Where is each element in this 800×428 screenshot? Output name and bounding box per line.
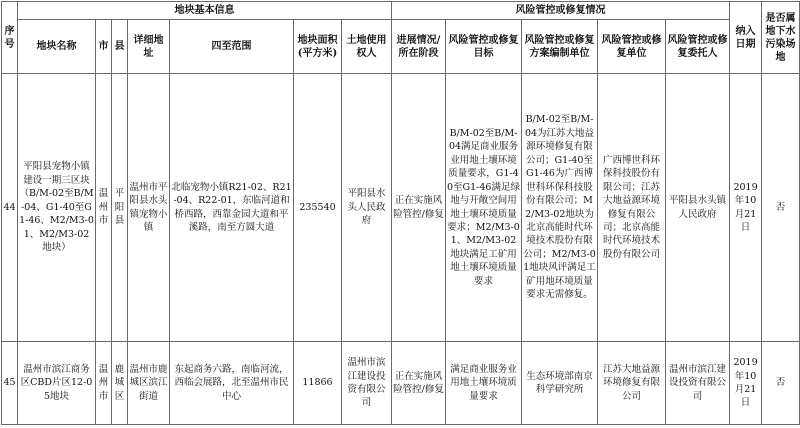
site-info-table [1, 1, 800, 425]
header-column-row [2, 20, 800, 74]
cell-area: 235540 [294, 74, 342, 342]
cell-name: 温州市滨江商务区CBD片区12-05地块 [18, 342, 96, 425]
cell-date: 2019年10月21日 [730, 74, 762, 342]
cell-city: 温州市 [96, 342, 112, 425]
header-area: 地块面积(平方米) [294, 20, 342, 74]
cell-boundary: 东起商务六路，南临河流，西临会展路，北至温州市民中心 [170, 342, 294, 425]
cell-name: 平阳县宠物小镇建设一期三区块（B/M-02至B/M-04、G1-40至G1-46、M2/M3-01、M2/M3-02地块） [18, 74, 96, 342]
cell-repair-unit: 江苏大地益源环境修复有限公司 [598, 342, 666, 425]
cell-plan-unit: 生态环境部南京科学研究所 [522, 342, 598, 425]
header-address: 详细地址 [128, 20, 170, 74]
cell-repair-unit: 广西博世科环保科技股份有限公司；江苏大地益源环境修复有限公司；北京高能时代环境技术股份有限公司 [598, 74, 666, 342]
header-repair-unit: 风险管控或修复单位 [598, 20, 666, 74]
cell-client: 温州市滨江建设投资有限公司 [666, 342, 730, 425]
cell-boundary: 北临宠物小镇R21-02、R21-04、R22-01，东临河道和桥西路，西靠金园大道和平溪路，南至方圆大道 [170, 74, 294, 342]
header-name: 地块名称 [18, 20, 96, 74]
header-owner: 土地使用权人 [342, 20, 392, 74]
header-county: 县 [112, 20, 128, 74]
header-group-row [2, 2, 800, 20]
cell-plan-unit: B/M-02至B/M-04为江苏大地益源环境修复有限公司；G1-40至G1-46为广西博世科环保科技股份有限公司；M2/M3-02地块为北京高能时代环境技术股份有限公司；M2/M3-01地块风评满足工矿用地环境质量要求无需修复。 [522, 74, 598, 342]
header-group-basic: 地块基本信息 [18, 2, 392, 20]
table-row [2, 74, 800, 342]
cell-owner: 平阳县水头人民政府 [342, 74, 392, 342]
cell-goal: 满足商业服务业用地土壤环境质量要求 [446, 342, 522, 425]
cell-groundwater: 否 [762, 74, 800, 342]
header-groundwater: 是否属地下水污染场地 [762, 2, 800, 74]
cell-groundwater: 否 [762, 342, 800, 425]
cell-seq: 45 [2, 342, 18, 425]
header-group-risk: 风险管控或修复情况 [392, 2, 730, 20]
cell-owner: 温州市滨江建设投资有限公司 [342, 342, 392, 425]
cell-status: 正在实施风险管控/修复 [392, 342, 446, 425]
cell-goal: B/M-02至B/M-04满足商业服务业用地土壤环境质量要求，G1-40至G1-46满足绿地与开敞空间用地土壤环境质量要求；M2/M3-01、M2/M3-02地块满足工矿用地土壤环境质量要求 [446, 74, 522, 342]
header-seq: 序号 [2, 2, 18, 74]
cell-seq: 44 [2, 74, 18, 342]
cell-address: 温州市平阳县水头镇宠物小镇 [128, 74, 170, 342]
cell-status: 正在实施风险管控/修复 [392, 74, 446, 342]
header-goal: 风险管控或修复目标 [446, 20, 522, 74]
header-date: 纳入日期 [730, 2, 762, 74]
header-status: 进展情况/所在阶段 [392, 20, 446, 74]
cell-address: 温州市鹿城区滨江街道 [128, 342, 170, 425]
header-city: 市 [96, 20, 112, 74]
header-boundary: 四至范围 [170, 20, 294, 74]
cell-county: 平阳县 [112, 74, 128, 342]
table-row [2, 342, 800, 425]
cell-area: 11866 [294, 342, 342, 425]
header-plan-unit: 风险管控或修复方案编制单位 [522, 20, 598, 74]
header-client: 风险管控或修复委托人 [666, 20, 730, 74]
cell-city: 温州市 [96, 74, 112, 342]
cell-client: 平阳县水头镇人民政府 [666, 74, 730, 342]
cell-date: 2019年10月21日 [730, 342, 762, 425]
cell-county: 鹿城区 [112, 342, 128, 425]
